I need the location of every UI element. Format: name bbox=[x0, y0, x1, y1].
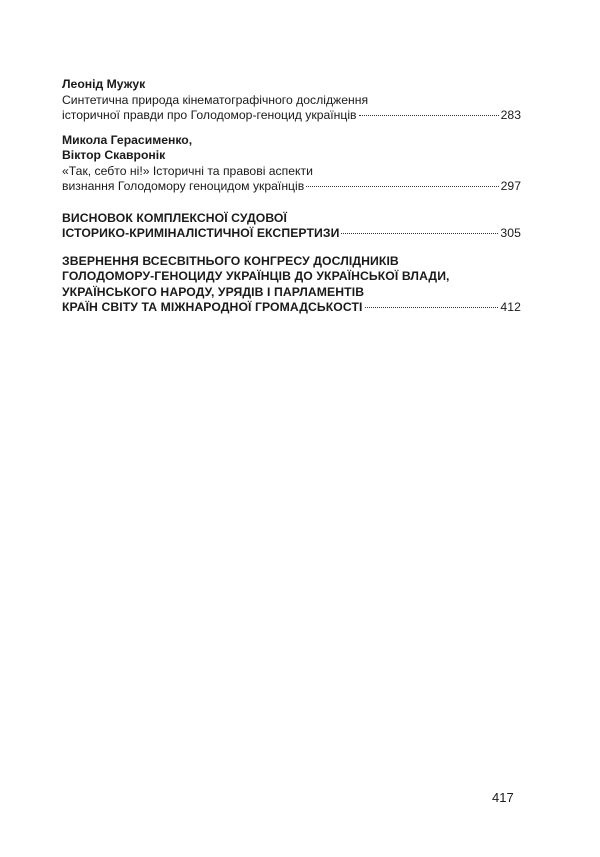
entry-title-line: ГОЛОДОМОРУ-ГЕНОЦИДУ УКРАЇНЦІВ ДО УКРАЇНСЬКОЇ ВЛАДИ, bbox=[62, 269, 450, 283]
entry-author: Микола Герасименко, bbox=[62, 132, 193, 147]
entry-title-line: КРАЇН СВІТУ ТА МІЖНАРОДНОЇ ГРОМАДСЬКОСТІ bbox=[62, 300, 363, 314]
page-number: 417 bbox=[492, 790, 514, 805]
toc-entry-congress-appeal[interactable] bbox=[62, 254, 521, 316]
entry-page-number: 412 bbox=[500, 300, 521, 314]
entry-title-leader-line bbox=[62, 300, 521, 316]
entry-author: Віктор Скавронік bbox=[62, 148, 166, 162]
entry-page-number: 305 bbox=[500, 226, 521, 240]
dot-leader bbox=[306, 186, 498, 187]
entry-title-leader-line bbox=[62, 108, 521, 124]
toc-entry-herasymenko-skavronik[interactable] bbox=[62, 133, 521, 195]
entry-title-line: Синтетична природа кінематографічного дослідження bbox=[62, 92, 369, 107]
entry-title-leader-line bbox=[62, 179, 521, 195]
entry-author: Леонід Мужук bbox=[62, 77, 146, 91]
entry-title-line: УКРАЇНСЬКОГО НАРОДУ, УРЯДІВ І ПАРЛАМЕНТІВ bbox=[62, 284, 365, 299]
toc-entry-expert-conclusion[interactable] bbox=[62, 211, 521, 242]
dot-leader bbox=[359, 115, 499, 116]
entry-title-line: ІСТОРИКО-КРИМІНАЛІСТИЧНОЇ ЕКСПЕРТИЗИ bbox=[62, 226, 340, 240]
entry-title-line: ЗВЕРНЕННЯ ВСЕСВІТНЬОГО КОНГРЕСУ ДОСЛІДНИКІВ bbox=[62, 253, 399, 268]
dot-leader bbox=[365, 307, 499, 308]
entry-title-line: історичної правди про Голодомор-геноцид українців bbox=[62, 108, 357, 122]
entry-title-leader-line bbox=[62, 226, 521, 242]
dot-leader bbox=[341, 233, 498, 234]
table-of-contents bbox=[62, 77, 521, 325]
entry-page-number: 283 bbox=[500, 108, 521, 122]
toc-entry-muzhuk[interactable] bbox=[62, 77, 521, 124]
entry-page-number: 297 bbox=[500, 179, 521, 193]
entry-title-line: ВИСНОВОК КОМПЛЕКСНОЇ СУДОВОЇ bbox=[62, 210, 287, 225]
entry-title-line: визнання Голодомору геноцидом українців bbox=[62, 179, 305, 193]
entry-title-line: «Так, себто ні!» Історичні та правові аспекти bbox=[62, 163, 313, 178]
